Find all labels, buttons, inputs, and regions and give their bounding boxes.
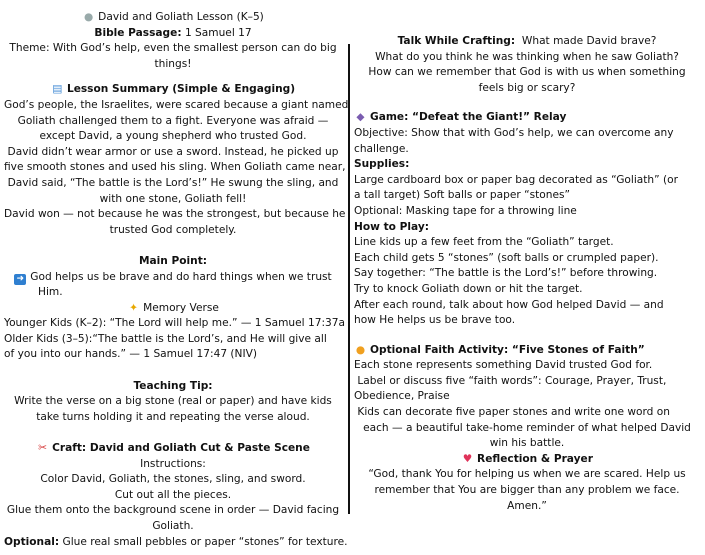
faith-line: Obedience, Praise: [354, 390, 450, 403]
summary-line: five smooth stones and used his sling. When Goliath came near,: [4, 161, 346, 174]
game-heading: ◆ Game: “Defeat the Giant!” Relay: [354, 110, 700, 126]
arrow-right-icon: ➜: [14, 274, 26, 285]
prayer-line: “God, thank You for helping us when we are scared. Help us: [368, 468, 686, 481]
summary-line: except David, a young shepherd who trusted God.: [39, 130, 307, 143]
game-objective-line: Objective: Show that with God’s help, we can overcome any: [354, 126, 674, 139]
memory-heading: ✦ Memory Verse: [4, 301, 342, 317]
tip-line: Write the verse on a big stone (real or paper) and have kids: [14, 395, 332, 408]
faith-line: win his battle.: [489, 437, 565, 450]
howto-line: Line kids up a few feet from the “Goliath” target.: [354, 236, 614, 249]
howto-line: Try to knock Goliath down or hit the target.: [354, 282, 583, 295]
faith-heading: ● Optional Faith Activity: “Five Stones of Faith”: [354, 343, 700, 359]
summary-line: with one stone, Goliath fell!: [99, 192, 247, 205]
optional-line: Optional: Glue real small pebbles or paper “stones” for texture.: [4, 535, 348, 548]
lightbulb-icon: ✦: [129, 301, 139, 314]
supplies-heading: Supplies:: [354, 158, 410, 171]
lesson-title: ● David and Goliath Lesson (K–5): [4, 10, 342, 26]
prayer-heading: ♥ Reflection & Prayer: [354, 452, 700, 468]
craft-line: Glue them onto the background scene in order — David facing: [6, 504, 340, 517]
summary-heading: ▤ Lesson Summary (Simple & Engaging): [4, 82, 342, 98]
bible-passage: Bible Passage: 1 Samuel 17: [94, 26, 252, 39]
book-icon: ▤: [52, 83, 63, 96]
talk-line: How can we remember that God is with us when something: [368, 66, 686, 79]
column-divider: [348, 44, 350, 514]
howto-line: After each round, talk about how God helped David — and: [354, 298, 664, 311]
howto-line: Say together: “The battle is the Lord’s!” before throwing.: [354, 267, 658, 280]
stone-icon: ●: [84, 11, 94, 23]
craft-line: Goliath.: [152, 520, 194, 532]
talk-heading: Talk While Crafting: What made David brave?: [397, 35, 657, 47]
summary-line: David won — not because he was the strongest, but because he: [4, 208, 346, 221]
tip-heading: Teaching Tip:: [133, 379, 213, 392]
prayer-line: Amen.”: [507, 499, 547, 512]
theme-line: Theme: With God’s help, even the smallest person can do big: [9, 42, 337, 55]
howto-line: Each child gets 5 “stones” (soft balls or crumpled paper).: [354, 251, 659, 264]
craft-line: Cut out all the pieces.: [114, 488, 232, 501]
main-point-line: ➜ God helps us be brave and do hard things when we trust: [4, 270, 342, 286]
summary-line: David said, “The battle is the Lord’s!” He swung the sling, and: [7, 176, 339, 189]
summary-line: David didn’t wear armor or use a sword. Instead, he picked up: [7, 145, 339, 158]
howto-line: how He helps us be brave too.: [354, 314, 516, 327]
howto-heading: How to Play:: [354, 220, 430, 233]
game-objective-line: challenge.: [354, 142, 409, 155]
memory-line: of you into our hands.” — 1 Samuel 17:47 (NIV): [4, 348, 257, 361]
summary-line: trusted God completely.: [109, 223, 237, 236]
faith-line: Each stone represents something David trusted God for.: [354, 359, 653, 372]
talk-line: What do you think he was thinking when he saw Goliath?: [375, 50, 679, 63]
craft-heading: ✂ Craft: David and Goliath Cut & Paste Scene: [4, 441, 342, 457]
stone-icon: ●: [355, 343, 366, 356]
memory-line: Younger Kids (K–2): “The Lord will help me.” — 1 Samuel 17:37a: [4, 317, 346, 330]
supplies-line: a tall target) Soft balls or paper “stones”: [354, 189, 570, 202]
main-point-heading: Main Point:: [138, 254, 208, 267]
craft-line: Color David, Goliath, the stones, sling, and sword.: [40, 473, 306, 486]
theme-line: things!: [154, 57, 192, 70]
faith-line: each — a beautiful take-home reminder of what helped David: [363, 421, 691, 434]
prayer-line: remember that You are bigger than any problem we face.: [374, 484, 680, 497]
main-point-line: Him.: [38, 286, 63, 299]
supplies-line: Large cardboard box or paper bag decorated as “Goliath” (or: [354, 173, 678, 186]
dice-icon: ◆: [356, 111, 365, 124]
memory-line: Older Kids (3–5):“The battle is the Lord’s, and He will give all: [4, 332, 327, 345]
craft-line: Instructions:: [140, 457, 206, 470]
talk-line: feels big or scary?: [478, 81, 576, 94]
faith-line: Kids can decorate five paper stones and write one word on: [354, 406, 670, 419]
supplies-line: Optional: Masking tape for a throwing line: [354, 204, 577, 217]
scissors-icon: ✂: [38, 442, 48, 455]
heart-icon: ♥: [462, 452, 473, 465]
left-column: [4, 10, 349, 550]
tip-line: take turns holding it and repeating the verse aloud.: [36, 410, 310, 423]
faith-line: Label or discuss five “faith words”: Courage, Prayer, Trust,: [354, 374, 667, 387]
summary-line: Goliath challenged them to a fight. Everyone was afraid —: [17, 114, 329, 127]
summary-line: God’s people, the Israelites, were scared because a giant named: [4, 98, 349, 111]
right-column: [354, 34, 700, 514]
